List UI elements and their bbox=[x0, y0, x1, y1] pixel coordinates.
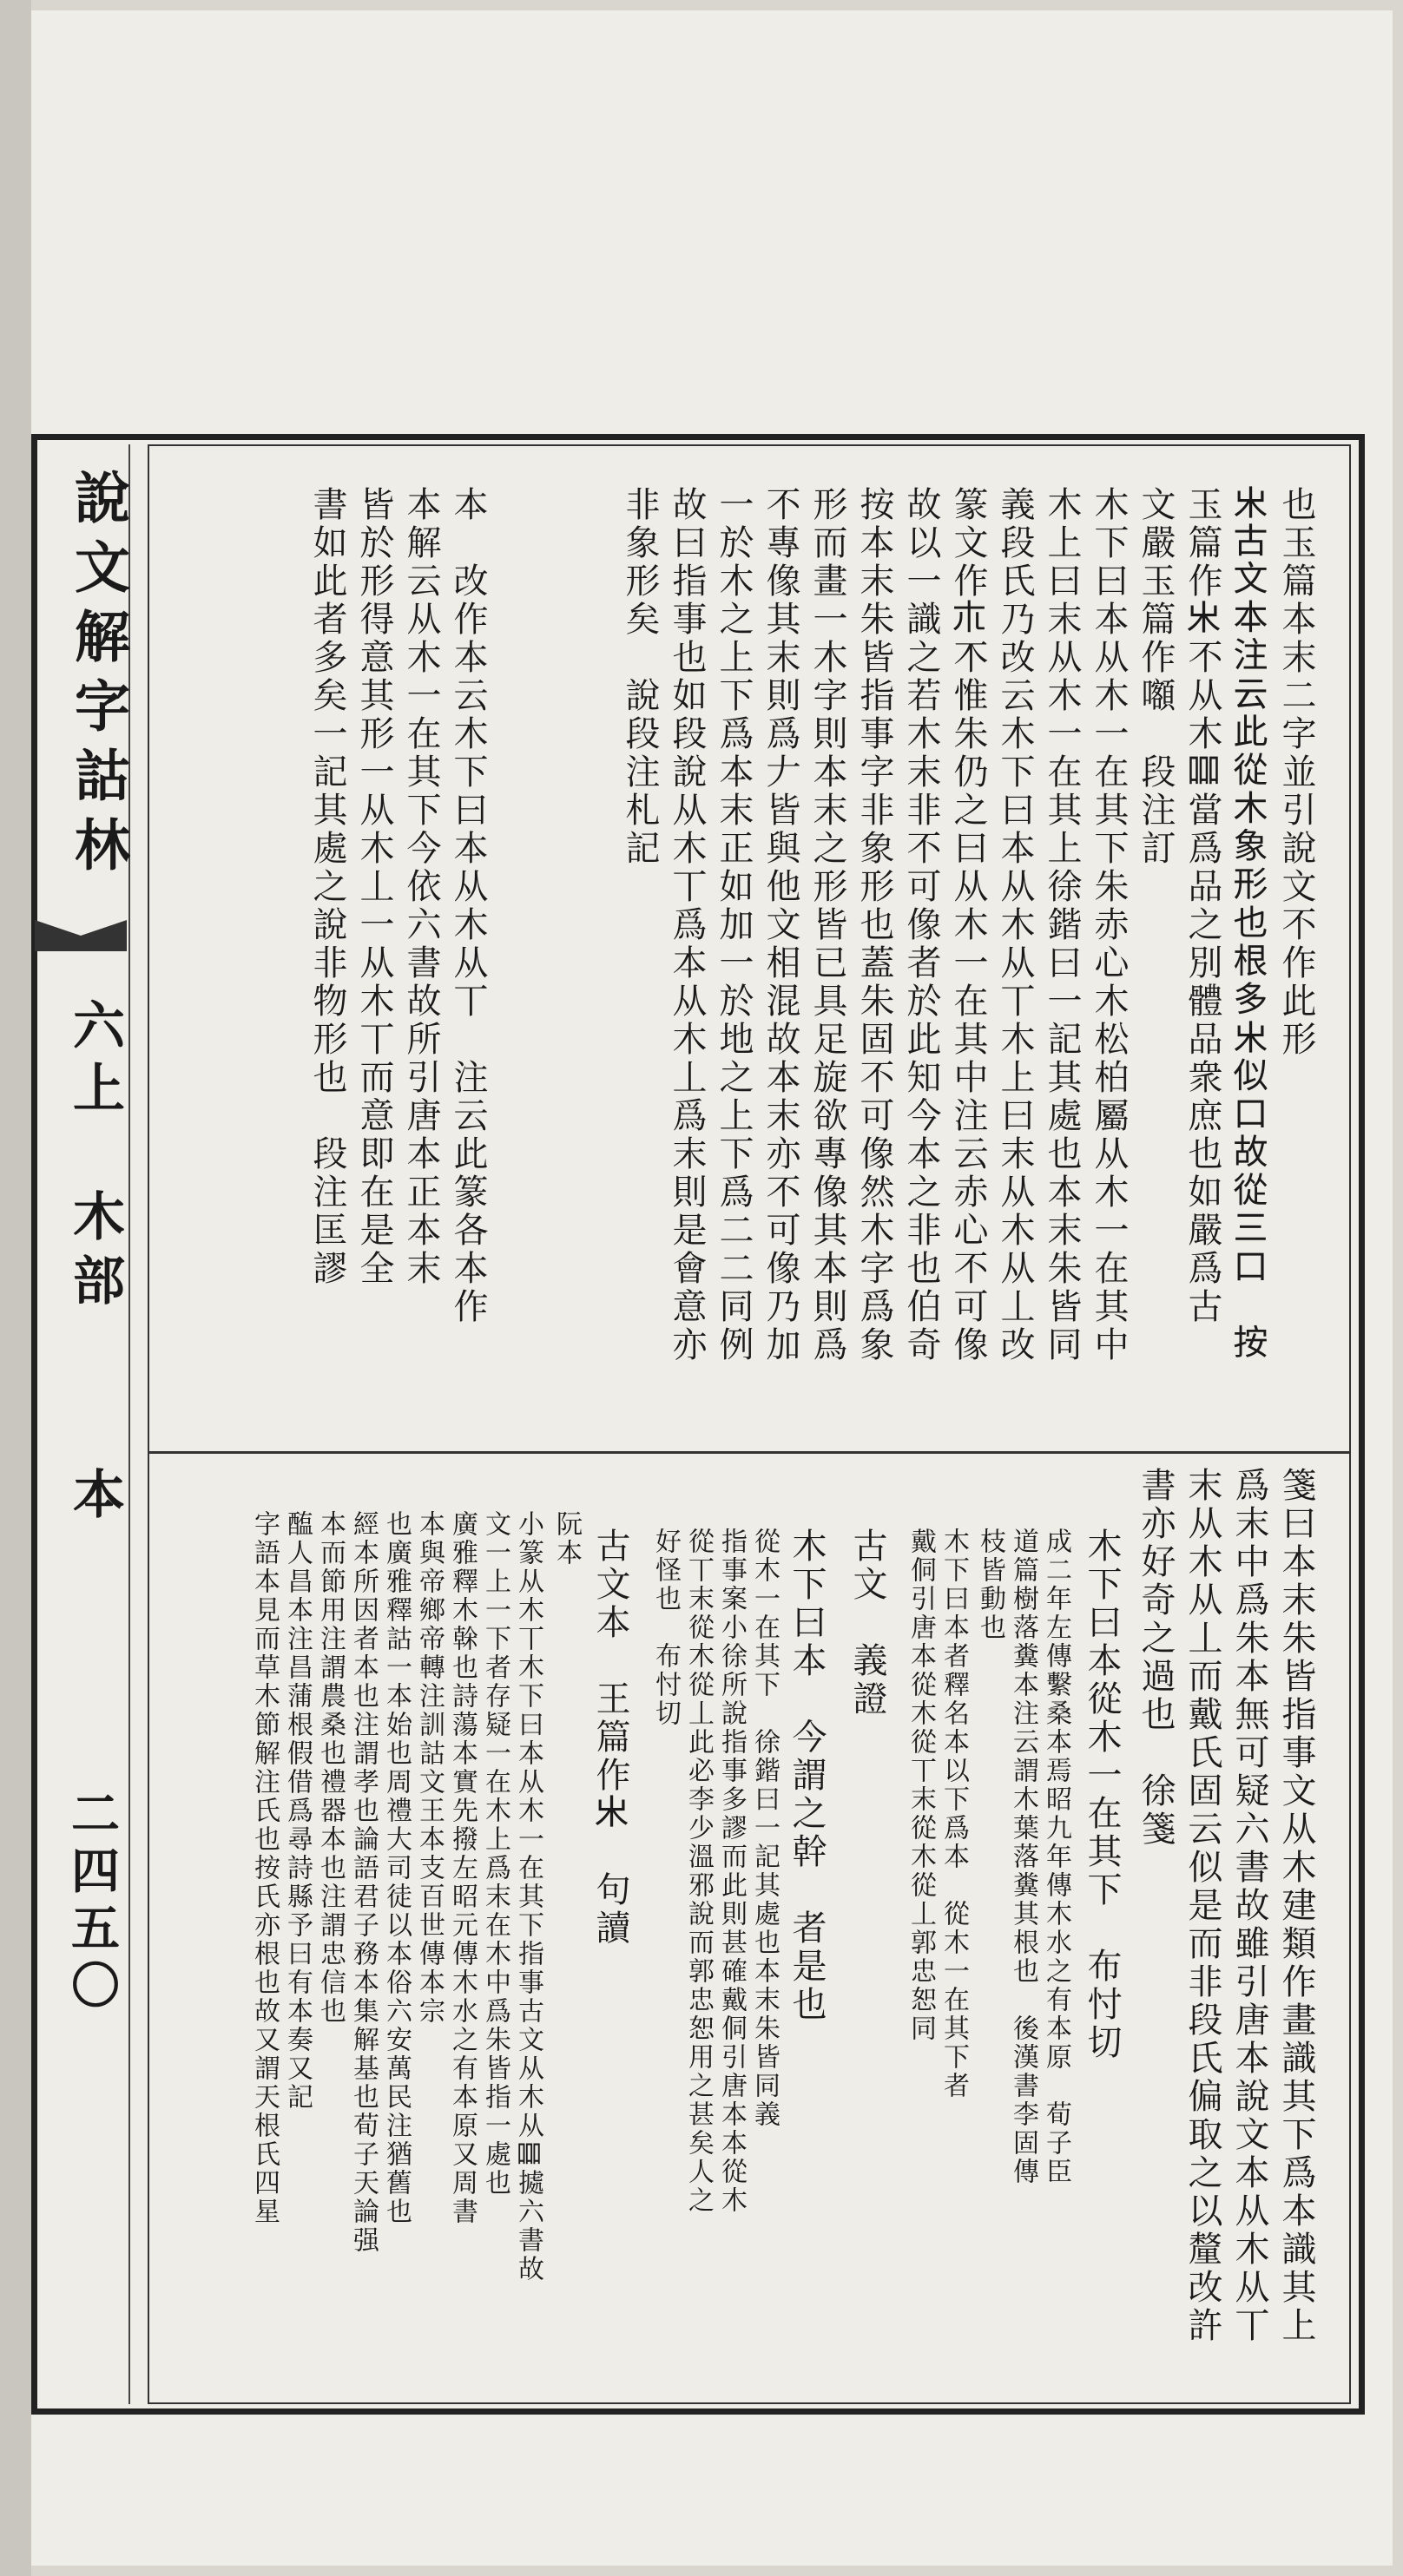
upper-col: 木下曰本从木一在其下朱赤心木松柏屬从木一在其中 bbox=[1089, 486, 1129, 1364]
upper-col: 篆文作𣎳𣎴惟朱仍之曰从木一在其中注云赤心不可像 bbox=[948, 486, 988, 1364]
lower-col: 箋曰本末朱皆指事文从木建類作畫識其下爲本識其上 bbox=[1276, 1467, 1316, 2345]
upper-col: 也玉篇本末二字並引說文不作此形 bbox=[1276, 486, 1316, 1059]
upper-col: 書如此者多矣一記其處之說非物形也 段注匡謬 bbox=[307, 486, 347, 1288]
lower-col: 木下曰本者釋名本以下爲本 從木一在其下者 bbox=[939, 1528, 969, 2100]
lower-col: 古文本 王篇作𣎵 句讀 bbox=[590, 1528, 630, 1948]
lower-col: 小篆从木丅木下曰本从木一在其下指事古文从木从𠱠㨿六書故 bbox=[513, 1510, 543, 2284]
book-title: 說文解字詁林 bbox=[65, 469, 130, 885]
upper-col: 故曰指事也如段說从木丅爲本从木丄爲末則是會意亦 bbox=[667, 486, 707, 1364]
lower-col: 本而節用注謂農桑也禮器本也注謂忠信也 bbox=[315, 1510, 346, 2026]
upper-col: 皆於形得意其形一从木丄一从木丅而意即在是全 bbox=[354, 486, 394, 1288]
lower-col: 阮本 bbox=[551, 1510, 582, 1567]
section-label: 木部 bbox=[64, 1189, 125, 1318]
lower-col: 從木一在其下 徐鍇曰一記其處也本末朱皆同義 bbox=[749, 1528, 780, 2129]
lower-col: 本與帝鄉帝轉注訓詁文王本支百世傳本宗 bbox=[414, 1510, 445, 2026]
lower-col: 也廣雅釋詁一本始也周禮大司徒以本俗六安萬民注猶舊也 bbox=[381, 1510, 412, 2226]
lower-col: 爲末中爲朱本無可疑六書故雖引唐本說文本从木从丅 bbox=[1229, 1467, 1269, 2345]
lower-col: 古文 義證 bbox=[847, 1528, 887, 1718]
page-number: 二四五〇 bbox=[63, 1788, 121, 2017]
upper-col: 不專像其末則爲𠂇皆與他文相混故本末亦不可像乃加 bbox=[761, 486, 800, 1364]
upper-col: 故以一識之若木末非不可像者於此知今本之非也伯奇 bbox=[901, 486, 941, 1364]
upper-col: 文嚴玉篇作𡅅 段注訂 bbox=[1136, 486, 1176, 868]
lower-col: 成二年左傳繫桑本焉昭九年傳木水之有本原 荀子臣 bbox=[1041, 1528, 1071, 2186]
upper-col: 本解云从木一在其下今依六書故所引唐本正本末 bbox=[401, 486, 441, 1288]
upper-col: 𣎵古文本注云此從木象形也根多𣎵似口故從三口 按 bbox=[1229, 486, 1269, 1364]
upper-col: 本 改作本云木下曰本从木从丅 注云此篆各本作 bbox=[448, 486, 488, 1326]
lower-col: 醢人昌本注昌蒲根假借爲尋詩縣予曰有本奏又記 bbox=[282, 1510, 313, 2112]
fishtail-mark-icon bbox=[35, 920, 127, 951]
lower-col: 指事案小徐所說指事多謬而此則甚確戴侗引唐本本從木 bbox=[716, 1528, 747, 2215]
lower-col: 從丅末從木從丄此必李少溫邪說而郭忠恕用之甚矣人之 bbox=[683, 1528, 714, 2215]
upper-col: 玉篇作𣎵不从木𠱠當爲品之別體品衆庶也如嚴爲古 bbox=[1182, 486, 1222, 1326]
lower-col: 末从木从丄而戴氏固云似是而非段氏偏取之以釐改許 bbox=[1182, 1467, 1222, 2345]
lower-col: 戴侗引唐本從木從丅末從木從丄郭忠恕同 bbox=[906, 1528, 936, 2043]
upper-col: 非象形矣 說段注札記 bbox=[620, 486, 660, 868]
binding-gutter bbox=[0, 0, 31, 2576]
lower-col: 字語本見而草木節解注氏也按氏亦根也故又謂天根氏四星 bbox=[249, 1510, 280, 2226]
upper-col: 按本末朱皆指事字非象形也蓋朱固不可像然木字爲象 bbox=[854, 486, 894, 1364]
section-divider bbox=[148, 1451, 1351, 1454]
lower-col: 經本所因者本也注謂孝也論語君子務本集解基也荀子天論强 bbox=[348, 1510, 379, 2255]
upper-col: 一於木之上下爲本末正如加一於地之上下爲二二同例 bbox=[714, 486, 754, 1364]
lower-col: 木下曰本從木一在其下 布忖切 bbox=[1082, 1528, 1122, 2062]
lower-col: 文一上一下者存疑一在木上爲末在木中爲朱皆指一處也 bbox=[480, 1510, 510, 2198]
lower-col: 道篇樹落糞本注云謂木葉落糞其根也 後漢書李固傳 bbox=[1008, 1528, 1038, 2186]
lower-col: 枝皆動也 bbox=[975, 1528, 1005, 1642]
upper-col: 義段氏乃改云木下曰本从木从丅木上曰末从木从丄改 bbox=[995, 486, 1035, 1364]
lower-col: 廣雅釋木榦也詩蕩本實先撥左昭元傳木水之有本原又周書 bbox=[447, 1510, 478, 2226]
entry-char: 本 bbox=[64, 1467, 125, 1519]
lower-col: 好怪也 布忖切 bbox=[650, 1528, 681, 1728]
upper-col: 形而畫一木字則本末之形皆已具足旋欲專像其本則爲 bbox=[807, 486, 847, 1364]
lower-col: 書亦好奇之過也 徐箋 bbox=[1136, 1467, 1176, 1849]
upper-col: 木上曰末从木一在其上徐鍇曰一記其處也本末朱皆同 bbox=[1042, 486, 1082, 1364]
lower-col: 木下曰本 今謂之幹 者是也 bbox=[787, 1528, 827, 2024]
volume-label: 六上 bbox=[64, 998, 125, 1123]
